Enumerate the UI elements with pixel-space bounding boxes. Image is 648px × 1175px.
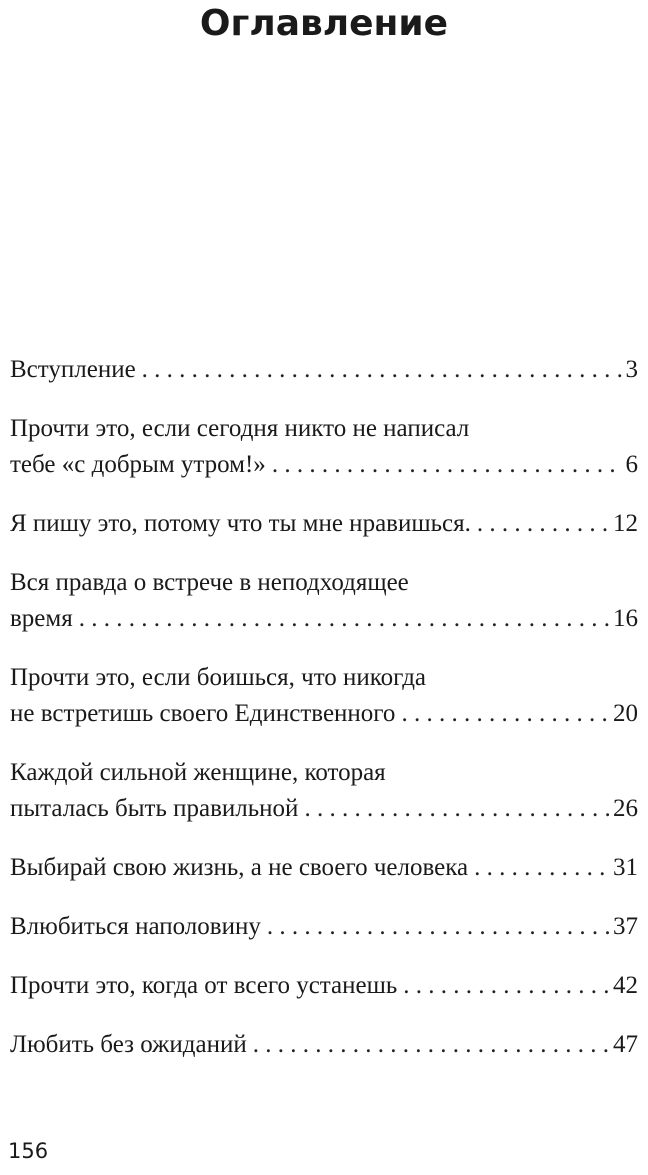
- dot-leader: [272, 447, 622, 483]
- toc-entry-title: тебе «с добрым утром!»: [10, 451, 266, 478]
- toc-entry[interactable]: [10, 660, 638, 732]
- toc-entry-page: 31: [613, 854, 638, 881]
- toc-entry-title: Я пишу это, потому что ты мне нравишься.: [10, 510, 471, 537]
- toc-entry-title: Вступление: [10, 356, 136, 383]
- dot-leader: [403, 968, 609, 1004]
- dot-leader: [474, 850, 609, 886]
- toc-entry-title: не встретишь своего Единственного: [10, 700, 396, 727]
- toc-entry-page: 16: [613, 605, 638, 632]
- toc-entry[interactable]: [10, 850, 638, 886]
- toc-entry-title: Любить без ожиданий: [10, 1031, 247, 1058]
- toc-entry-title: Прочти это, когда от всего устанешь: [10, 972, 398, 999]
- toc-entry[interactable]: [10, 506, 638, 542]
- dot-leader: [79, 601, 609, 637]
- dot-leader: [477, 506, 609, 542]
- toc-entry-page: 26: [613, 795, 638, 822]
- dot-leader: [401, 696, 609, 732]
- dot-leader: [253, 1027, 609, 1063]
- toc-entry-page: 12: [613, 510, 638, 537]
- toc-entry-page: 20: [613, 700, 638, 727]
- toc-entry-title-line: Каждой сильной женщине, которая: [10, 759, 386, 786]
- toc-entry-title-line: Прочти это, если боишься, что никогда: [10, 664, 427, 691]
- dot-leader: [267, 909, 609, 945]
- page-title: Оглавление: [199, 3, 449, 44]
- toc-entry-page: 42: [613, 972, 638, 999]
- toc-entry-page: 47: [613, 1031, 638, 1058]
- toc-entry-page: 6: [625, 451, 638, 478]
- dot-leader: [142, 352, 622, 388]
- toc-entry[interactable]: [10, 411, 638, 483]
- toc-entry-title: Выбирай свою жизнь, а не своего человека: [10, 854, 469, 881]
- toc-entry-title: Влюбиться наполовину: [10, 913, 261, 940]
- table-of-contents: [10, 352, 638, 1086]
- toc-entry[interactable]: [10, 352, 638, 388]
- toc-entry-title-line: Вся правда о встрече в неподходящее: [10, 569, 409, 596]
- toc-entry-title: пыталась быть правильной: [10, 795, 299, 822]
- toc-entry[interactable]: [10, 1027, 638, 1063]
- toc-entry[interactable]: [10, 909, 638, 945]
- toc-entry[interactable]: [10, 565, 638, 637]
- toc-entry-title-line: Прочти это, если сегодня никто не написал: [10, 415, 470, 442]
- toc-entry-title: время: [10, 605, 73, 632]
- dot-leader: [304, 791, 609, 827]
- toc-entry[interactable]: [10, 755, 638, 827]
- toc-entry-page: 37: [613, 913, 638, 940]
- page-number: 156: [8, 1139, 49, 1163]
- toc-entry-page: 3: [625, 356, 638, 383]
- toc-entry[interactable]: [10, 968, 638, 1004]
